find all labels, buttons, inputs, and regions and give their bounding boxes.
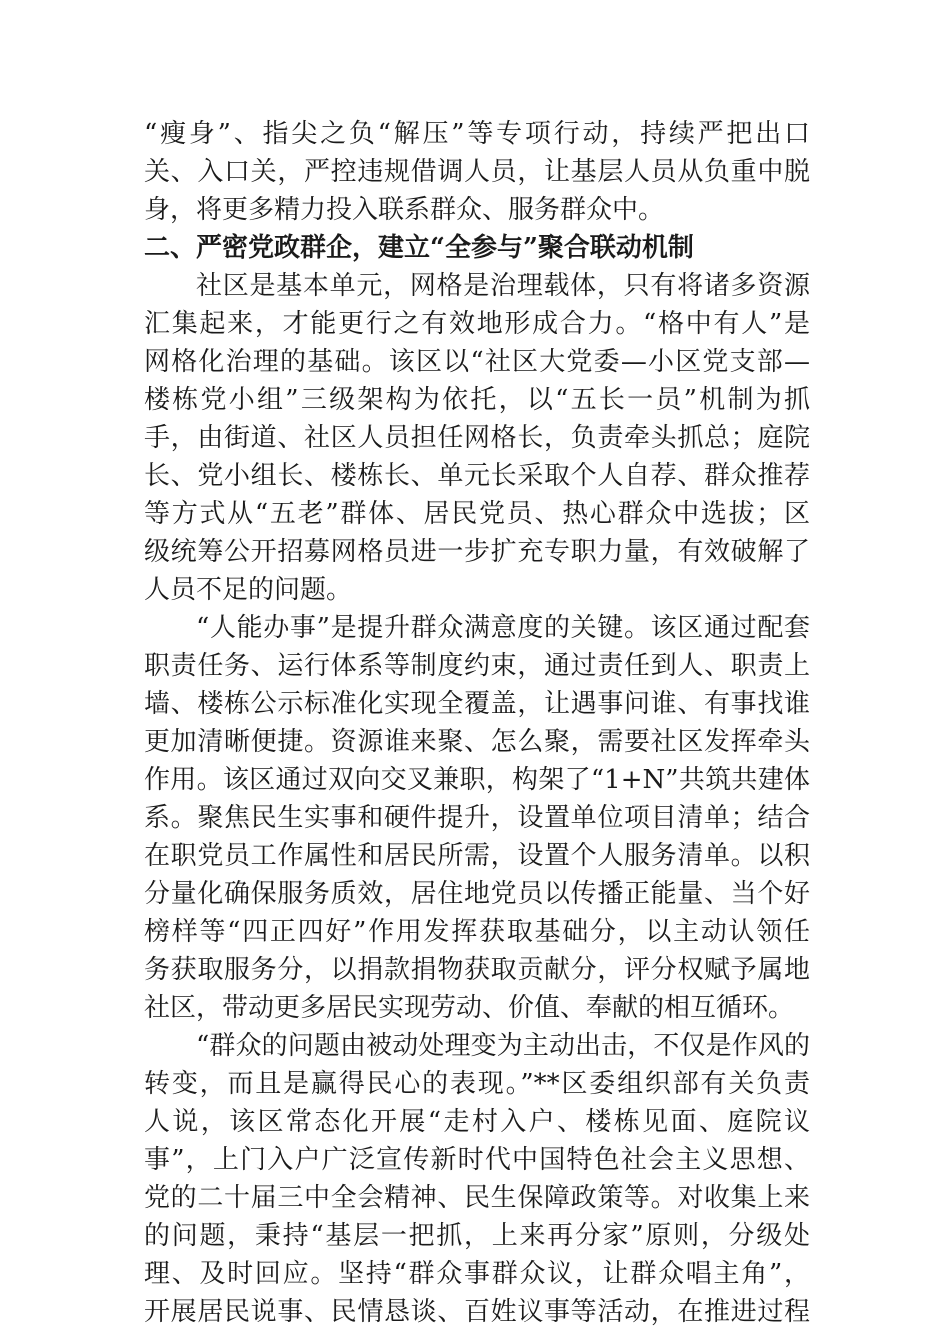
text-line: 的问题，秉持“基层一把抓，上来再分家”原则，分级处 [144, 1221, 810, 1251]
text-line: 事”，上门入户广泛宣传新时代中国特色社会主义思想、 [144, 1145, 810, 1175]
text-line: 等方式从“五老”群体、居民党员、热心群众中选拔；区 [144, 499, 810, 529]
text-line: “瘦身”、指尖之负“解压”等专项行动，持续严把出口 [144, 119, 810, 149]
text-line: 系。聚焦民生实事和硬件提升，设置单位项目清单；结合 [144, 803, 810, 833]
text-line: 汇集起来，才能更行之有效地形成合力。“格中有人”是 [144, 309, 810, 339]
text-line: 级统筹公开招募网格员进一步扩充专职力量，有效破解了 [144, 537, 810, 567]
text-line: 社区是基本单元，网格是治理载体，只有将诸多资源 [196, 271, 810, 301]
text-line: 务获取服务分，以捐款捐物获取贡献分，评分权赋予属地 [144, 955, 810, 985]
text-line: 榜样等“四正四好”作用发挥获取基础分，以主动认领任 [144, 917, 810, 947]
text-line: 作用。该区通过双向交叉兼职，构架了“1+N”共筑共建体 [144, 765, 810, 795]
text-line: 关、入口关，严控违规借调人员，让基层人员从负重中脱 [144, 157, 810, 187]
text-line: 更加清晰便捷。资源谁来聚、怎么聚，需要社区发挥牵头 [144, 727, 810, 757]
text-line: 人员不足的问题。 [144, 575, 353, 605]
text-line: 长、党小组长、楼栋长、单元长采取个人自荐、群众推荐 [144, 461, 810, 491]
text-line: 手，由街道、社区人员担任网格长，负责牵头抓总；庭院 [144, 423, 810, 453]
document-body [144, 115, 810, 1331]
text-line: 理、及时回应。坚持“群众事群众议，让群众唱主角”， [144, 1259, 810, 1289]
text-line: 党的二十届三中全会精神、民生保障政策等。对收集上来 [144, 1183, 810, 1213]
text-line: 身，将更多精力投入联系群众、服务群众中。 [144, 195, 665, 225]
text-line: “人能办事”是提升群众满意度的关键。该区通过配套 [196, 613, 810, 643]
section-heading: 二、严密党政群企，建立“全参与”聚合联动机制 [144, 233, 694, 263]
text-line: 楼栋党小组”三级架构为依托，以“五长一员”机制为抓 [144, 385, 810, 415]
text-line: 网格化治理的基础。该区以“社区大党委—小区党支部— [144, 347, 810, 377]
text-line: 社区，带动更多居民实现劳动、价值、奉献的相互循环。 [144, 993, 795, 1023]
text-line: 转变，而且是赢得民心的表现。”**区委组织部有关负责 [144, 1069, 810, 1099]
text-line: “群众的问题由被动处理变为主动出击，不仅是作风的 [196, 1031, 810, 1061]
text-line: 墙、楼栋公示标准化实现全覆盖，让遇事问谁、有事找谁 [144, 689, 810, 719]
text-line: 职责任务、运行体系等制度约束，通过责任到人、职责上 [144, 651, 810, 681]
text-line: 分量化确保服务质效，居住地党员以传播正能量、当个好 [144, 879, 810, 909]
text-line: 开展居民说事、民情恳谈、百姓议事等活动，在推进过程 [144, 1297, 810, 1327]
text-line: 在职党员工作属性和居民所需，设置个人服务清单。以积 [144, 841, 810, 871]
text-line: 人说，该区常态化开展“走村入户、楼栋见面、庭院议 [144, 1107, 810, 1137]
